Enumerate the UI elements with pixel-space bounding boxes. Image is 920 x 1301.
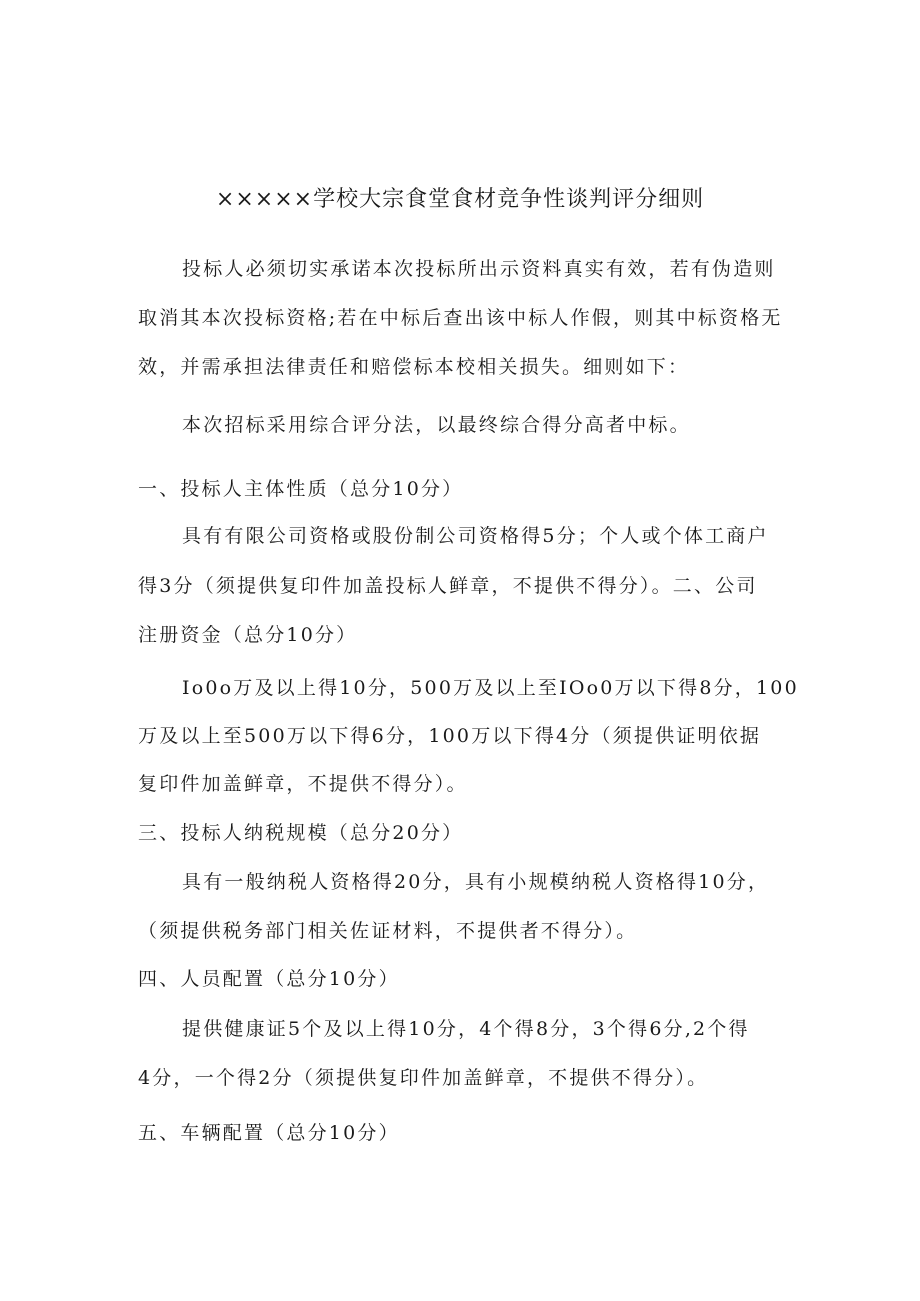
- section-1-line-2: 得3分（须提供复印件加盖投标人鲜章，不提供不得分）。二、公司: [138, 575, 758, 597]
- section-3-heading: 三、投标人纳税规模（总分20分）: [138, 822, 464, 844]
- section-1-line-1: 具有有限公司资格或股份制公司资格得5分；个人或个体工商户: [182, 525, 769, 547]
- section-4-line-1: 提供健康证5个及以上得10分，4个得8分，3个得6分,2个得: [182, 1018, 750, 1040]
- section-2-line-2: 万及以上至500万以下得6分，100万以下得4分（须提供证明依据: [138, 725, 762, 747]
- section-3-line-1: 具有一般纳税人资格得20分，具有小规模纳税人资格得10分，: [182, 871, 770, 893]
- section-1-line-3: 注册资金（总分10分）: [138, 624, 358, 646]
- section-4-line-2: 4分，一个得2分（须提供复印件加盖鲜章，不提供不得分）。: [138, 1067, 709, 1089]
- document-title: ×××××学校大宗食堂食材竞争性谈判评分细则: [215, 187, 705, 212]
- section-2-line-3: 复印件加盖鲜章，不提供不得分）。: [138, 773, 468, 795]
- section-4-heading: 四、人员配置（总分10分）: [138, 968, 400, 990]
- intro-line-1: 投标人必须切实承诺本次投标所出示资料真实有效，若有伪造则: [182, 258, 776, 280]
- intro-line-3: 效，并需承担法律责任和赔偿标本校相关损失。细则如下：: [138, 356, 690, 378]
- section-5-heading: 五、车辆配置（总分10分）: [138, 1122, 400, 1144]
- intro-line-2: 取消其本次投标资格;若在中标后查出该中标人作假，则其中标资格无: [138, 307, 783, 329]
- method-line: 本次招标采用综合评分法，以最终综合得分高者中标。: [182, 414, 691, 436]
- section-2-line-1: Io0o万及以上得10分，500万及以上至IOo0万以下得8分，100: [182, 677, 799, 699]
- section-3-line-2: （须提供税务部门相关佐证材料，不提供者不得分）。: [138, 920, 638, 942]
- section-1-heading: 一、投标人主体性质（总分10分）: [138, 478, 464, 500]
